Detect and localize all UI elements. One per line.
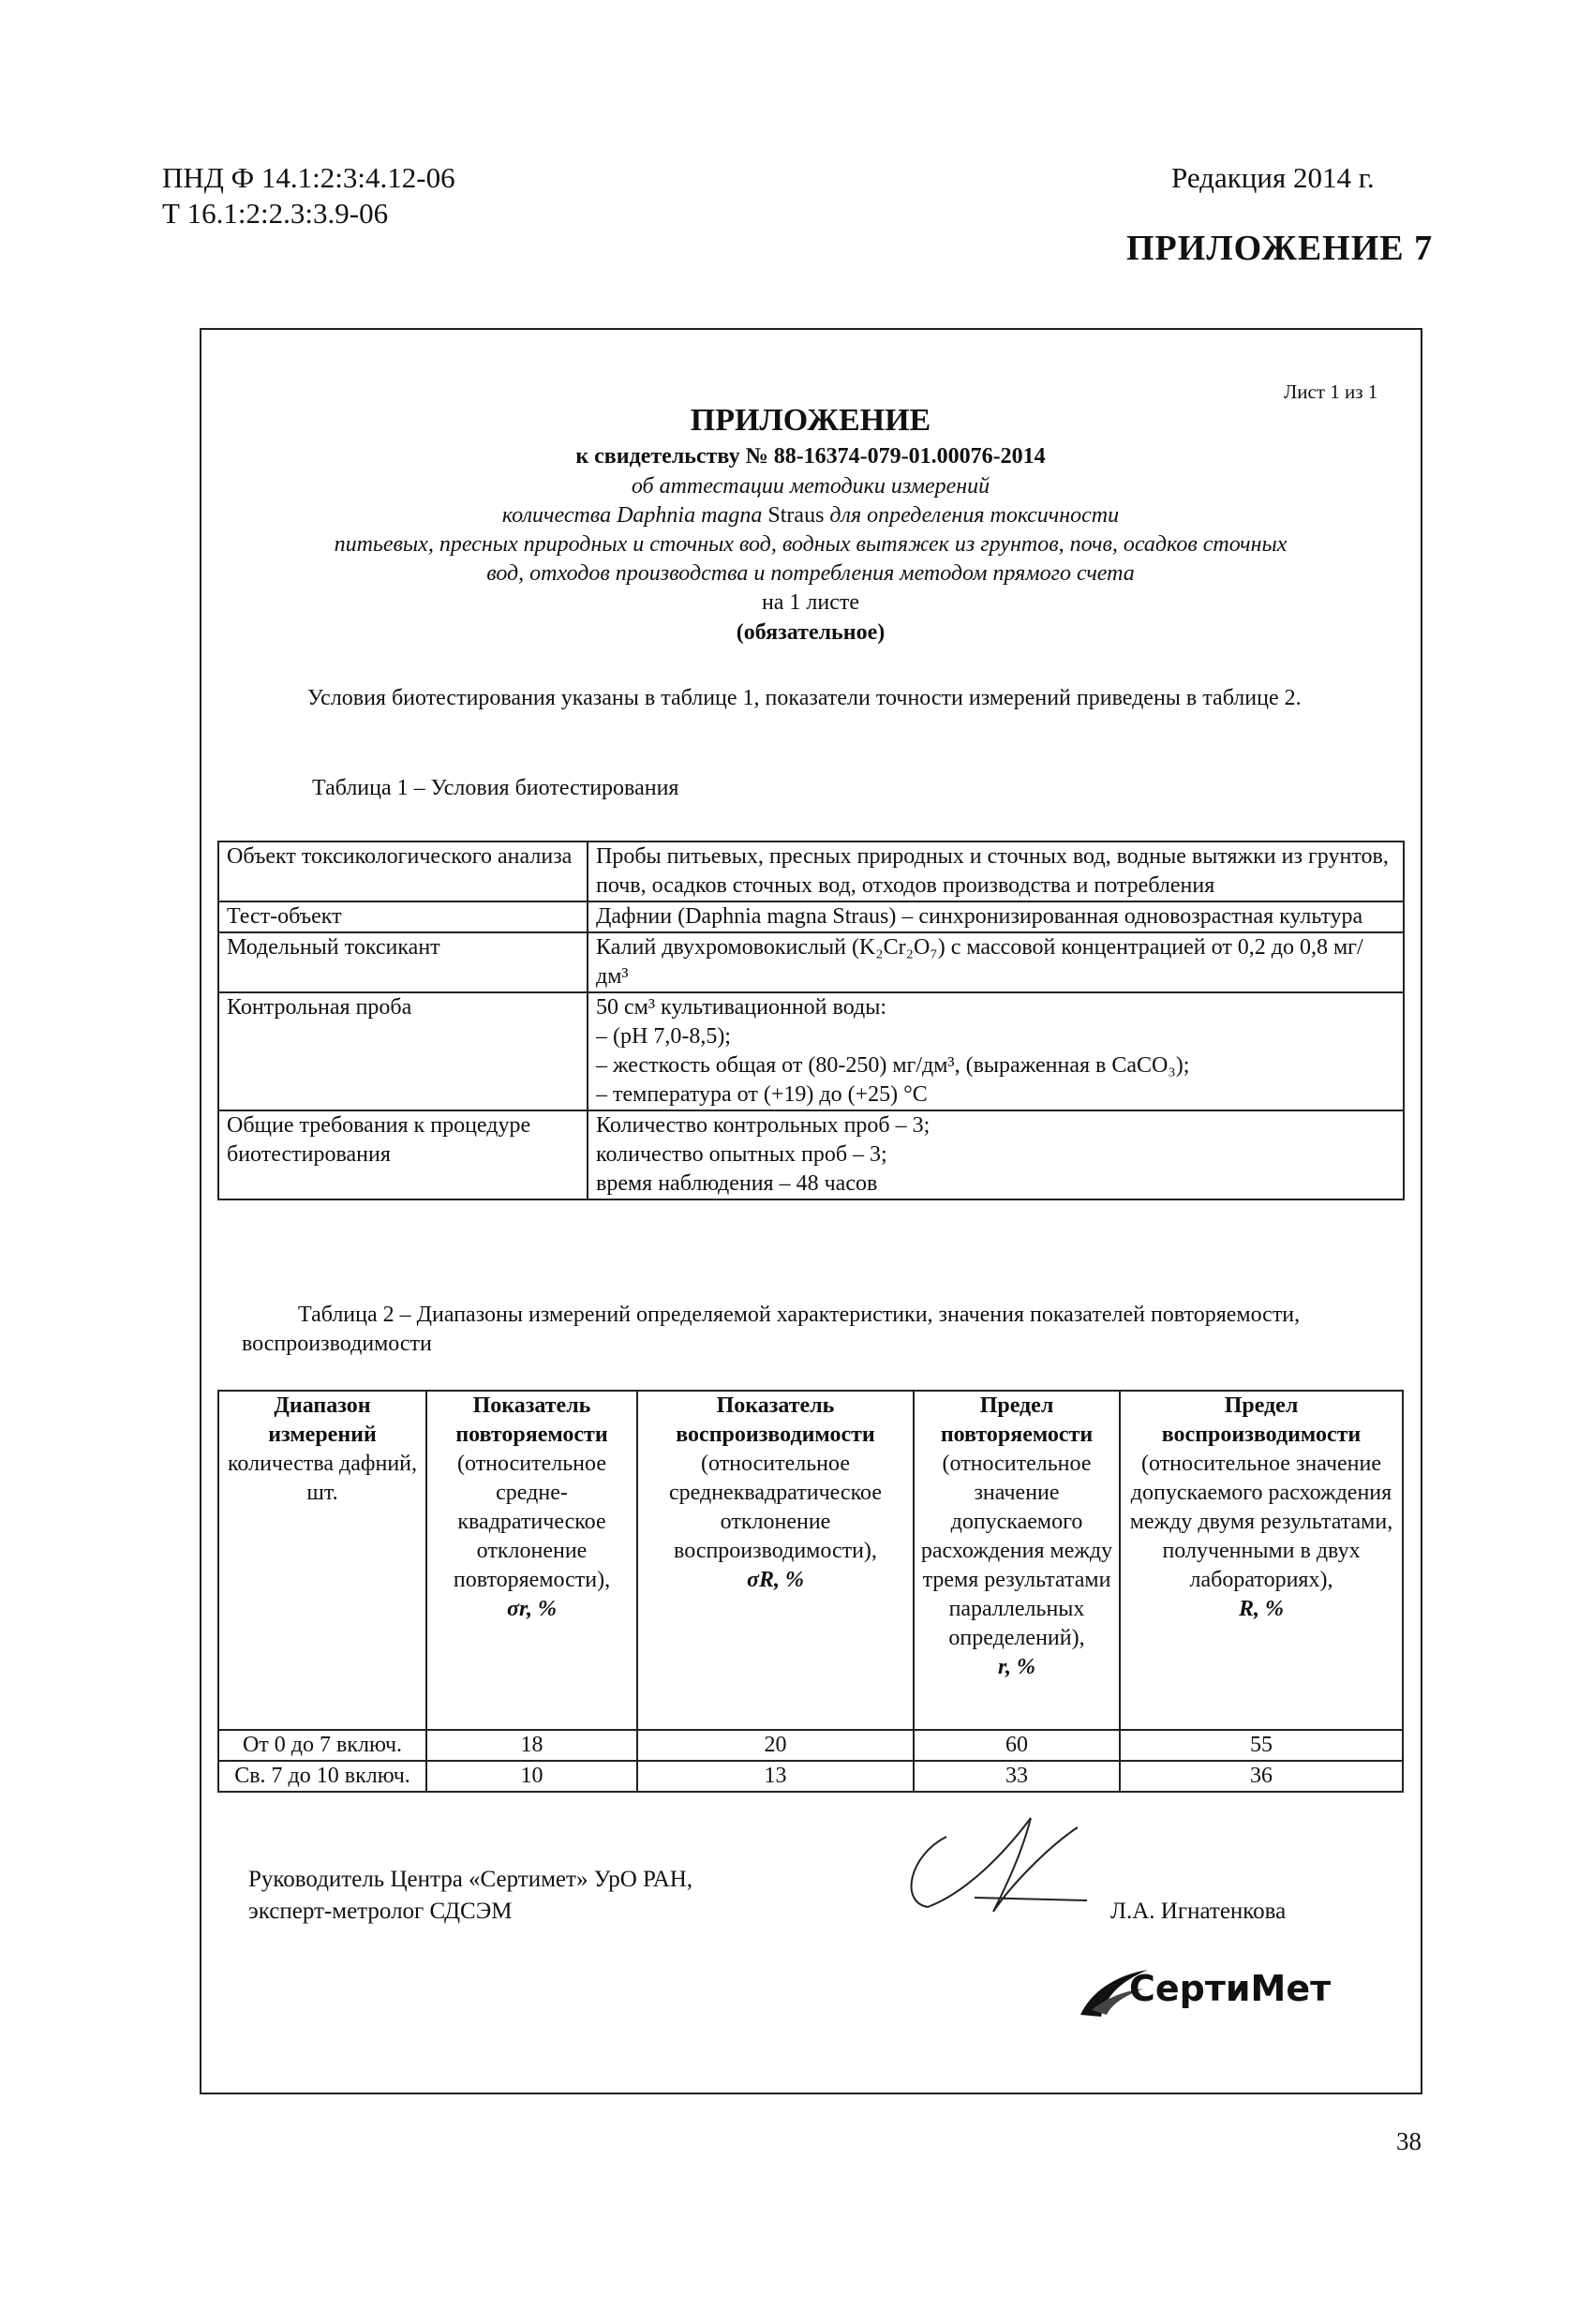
precision-table — [217, 1390, 1404, 1793]
table2-caption: Таблица 2 – Диапазоны измерений определяемой характеристики, значения показателей повторяемости, воспроизводимости — [242, 1303, 1301, 1356]
header-bold: Предел повторяемости — [940, 1393, 1094, 1447]
signature-mark — [890, 1799, 1134, 1930]
table-cell-value: Калий двухромовокислый (K₂Cr₂O₇) с массовой концентрацией от 0,2 до 0,8 мг/дм³ — [588, 932, 1404, 992]
conditions-table — [217, 841, 1405, 1200]
table-cell-value — [588, 1110, 1404, 1199]
table-row — [218, 1761, 1403, 1792]
table-header-row — [218, 1391, 1403, 1730]
table-cell-label: Тест-объект — [218, 901, 588, 932]
logo-text: СертиМет — [1129, 1968, 1332, 2009]
table-cell: 55 — [1120, 1730, 1403, 1761]
table-cell: 13 — [637, 1761, 914, 1792]
description-line-3: питьевых, пресных природных и сточных вод, водных вытяжек из грунтов, почв, осадков сточных — [334, 532, 1288, 557]
frame-title: ПРИЛОЖЕНИЕ — [690, 403, 931, 438]
table-cell-label: Модельный токсикант — [218, 932, 588, 992]
sheets-count: на 1 листе — [761, 590, 860, 615]
header-symbol: R, % — [1239, 1597, 1284, 1621]
appendix-title: ПРИЛОЖЕНИЕ 7 — [1126, 229, 1434, 268]
table-cell: 33 — [914, 1761, 1120, 1792]
header-symbol: σr, % — [507, 1597, 557, 1621]
table-cell-value: Пробы питьевых, пресных природных и сточных вод, водные вытяжки из грунтов, почв, осадков сточных вод, отходов производства и потребления — [588, 842, 1404, 901]
header-text: (относительное среднеквадратическое отклонение воспроизводимости), — [669, 1452, 882, 1563]
header-symbol: σR, % — [747, 1568, 804, 1592]
signatory-position-2: эксперт-метролог СДСЭМ — [248, 1899, 513, 1924]
header-symbol: r, % — [997, 1655, 1035, 1679]
signatory-position-1: Руководитель Центра «Сертимет» УрО РАН, — [248, 1867, 693, 1892]
header-text: (относительное значение допускаемого расхождения между тремя результатами параллельных определений), — [920, 1452, 1113, 1650]
table-cell: 36 — [1120, 1761, 1403, 1792]
table-row — [218, 1110, 1404, 1199]
mandatory-note: (обязательное) — [736, 620, 886, 645]
doc-code-2: Т 16.1:2:2.3:3.9-06 — [162, 197, 389, 230]
header-cell-repeatability — [426, 1391, 637, 1730]
table-cell-value — [588, 992, 1404, 1110]
value-line: время наблюдения – 48 часов — [596, 1171, 878, 1196]
header-bold: Предел воспроизводимости — [1161, 1393, 1362, 1447]
description-line-4: вод, отходов производства и потребления методом прямого счета — [486, 561, 1135, 586]
table-cell: 10 — [426, 1761, 637, 1792]
table-row — [218, 901, 1404, 932]
signatory-name: Л.А. Игнатенкова — [1110, 1899, 1287, 1924]
table-cell: 18 — [426, 1730, 637, 1761]
description-line-2: количества Daphnia magna Straus для определения токсичности — [501, 503, 1120, 528]
header-cell-range — [218, 1391, 426, 1730]
sertimet-logo — [1073, 1959, 1335, 2024]
table-cell-label: Объект токсикологического анализа — [218, 842, 588, 901]
sheet-number: Лист 1 из 1 — [1284, 380, 1378, 403]
table-cell: Св. 7 до 10 включ. — [218, 1761, 426, 1792]
table-row — [218, 992, 1404, 1110]
value-line: – (рН 7,0-8,5); — [596, 1024, 731, 1049]
doc-code-1: ПНД Ф 14.1:2:3:4.12-06 — [162, 161, 455, 194]
header-text: количества дафний, шт. — [227, 1452, 418, 1505]
page-number: 38 — [1396, 2127, 1422, 2155]
table-row — [218, 932, 1404, 992]
header-cell-reproducibility — [637, 1391, 914, 1730]
table1-caption: Таблица 1 – Условия биотестирования — [312, 776, 679, 800]
value-line: количество опытных проб – 3; — [596, 1142, 887, 1167]
header-text: (относительное средне-квадратическое отклонение повторяемости), — [453, 1452, 611, 1592]
description-line-1: об аттестации методики измерений — [631, 474, 990, 499]
table-cell: От 0 до 7 включ. — [218, 1730, 426, 1761]
table-row — [218, 842, 1404, 901]
table-cell: 20 — [637, 1730, 914, 1761]
table-cell-label: Общие требования к процедуре биотестирования — [218, 1110, 588, 1199]
value-line: – жесткость общая от (80-250) мг/дм³, (выраженная в CaCO₃); — [596, 1053, 1190, 1078]
value-line: – температура от (+19) до (+25) °С — [596, 1082, 928, 1107]
table-cell-label: Контрольная проба — [218, 992, 588, 1110]
value-line: 50 см³ культивационной воды: — [596, 995, 887, 1020]
header-bold: Показатель воспроизводимости — [676, 1393, 875, 1447]
header-text: (относительное значение допускаемого расхождения между двумя результатами, полученными в двух лабораториях), — [1129, 1452, 1393, 1592]
value-line: Количество контрольных проб – 3; — [596, 1113, 930, 1138]
intro-paragraph: Условия биотестирования указаны в таблице 1, показатели точности измерений приведены в таблице 2. — [307, 686, 1302, 710]
header-bold: Диапазон измерений — [268, 1393, 377, 1447]
certificate-number: к свидетельству № 88-16374-079-01.00076-2014 — [575, 444, 1046, 469]
table-row — [218, 1730, 1403, 1761]
table-cell-value: Дафнии (Daphnia magna Straus) – синхронизированная одновозрастная культура — [588, 901, 1404, 932]
edition: Редакция 2014 г. — [1171, 161, 1375, 194]
header-bold: Показатель повторяемости — [455, 1393, 608, 1447]
header-cell-reproducibility-limit — [1120, 1391, 1403, 1730]
table-cell: 60 — [914, 1730, 1120, 1761]
header-cell-repeatability-limit — [914, 1391, 1120, 1730]
